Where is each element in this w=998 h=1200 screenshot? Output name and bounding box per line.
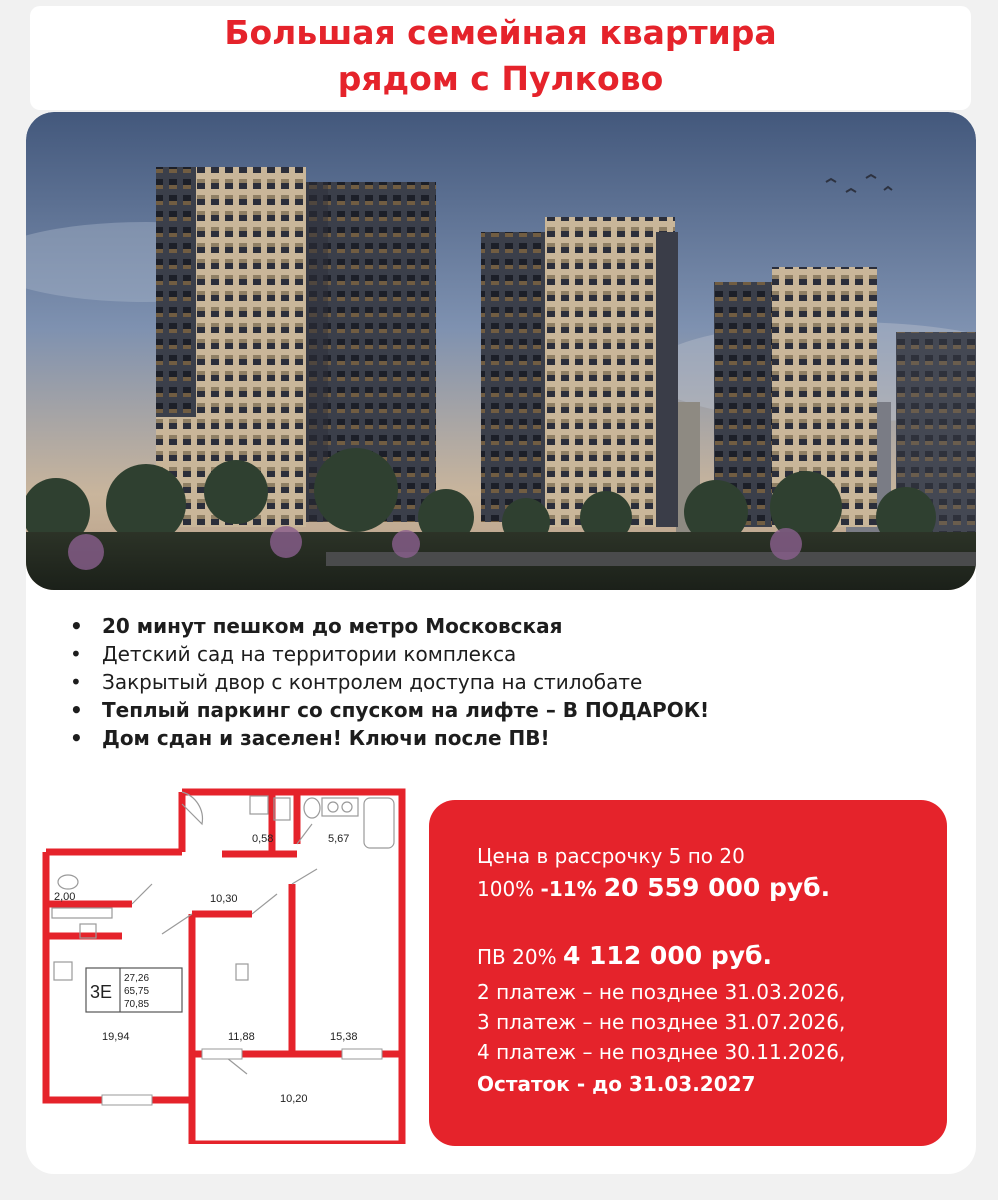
room-area-loggia: 10,20 <box>280 1093 308 1105</box>
payment-3: 3 платеж – не позднее 31.07.2026, <box>477 1010 846 1034</box>
payment-2: 2 платеж – не позднее 31.03.2026, <box>477 980 846 1004</box>
price-box <box>429 800 947 1146</box>
down-payment-value: 4 112 000 руб. <box>562 941 772 970</box>
room-area-kitchen-living: 19,94 <box>102 1031 130 1043</box>
floor-plan-drawing <box>42 784 422 1144</box>
title-line-2: рядом с Пулково <box>337 59 664 98</box>
title-line-1: Большая семейная квартира <box>224 13 777 52</box>
installment-label: Цена в рассрочку 5 по 20 <box>477 844 745 868</box>
page-title <box>30 10 971 102</box>
feature-closed-yard: • Закрытый двор с контролем доступа на стилобате <box>68 668 709 696</box>
room-area-bathroom: 5,67 <box>328 833 350 845</box>
unit-label: 3E <box>90 982 113 1002</box>
content-card <box>26 112 976 1174</box>
area-living: 27,26 <box>124 973 150 984</box>
down-payment-line <box>477 942 772 971</box>
feature-parking: • Теплый паркинг со спуском на лифте – В ПОДАРОК! <box>68 696 709 724</box>
room-area-bedroom-2: 15,38 <box>330 1031 358 1043</box>
floor-plan <box>42 784 422 1144</box>
features-list <box>68 612 709 752</box>
discount-badge: -11% <box>540 877 604 901</box>
feature-keys: • Дом сдан и заселен! Ключи после ПВ! <box>68 724 709 752</box>
full-price-value: 20 559 000 руб. <box>603 873 831 902</box>
area-total: 65,75 <box>124 986 150 997</box>
room-area-hall: 10,30 <box>210 893 238 905</box>
down-payment-prefix: ПВ 20% <box>477 945 563 969</box>
building-photo <box>26 112 976 590</box>
feature-kindergarten: • Детский сад на территории комплекса <box>68 640 709 668</box>
remainder-line: Остаток - до 31.03.2027 <box>477 1072 756 1096</box>
building-render-image <box>26 112 976 590</box>
feature-metro: • 20 минут пешком до метро Московская <box>68 612 709 640</box>
header-card <box>30 6 971 110</box>
room-area-bedroom-1: 11,88 <box>228 1031 255 1043</box>
room-area-wc: 0,58 <box>252 833 274 845</box>
area-with-loggia: 70,85 <box>124 999 150 1010</box>
room-area-toilet: 2,00 <box>54 891 76 903</box>
full-price-prefix: 100% <box>477 877 541 901</box>
payment-4: 4 платеж – не позднее 30.11.2026, <box>477 1040 846 1064</box>
full-price-line <box>477 874 830 903</box>
